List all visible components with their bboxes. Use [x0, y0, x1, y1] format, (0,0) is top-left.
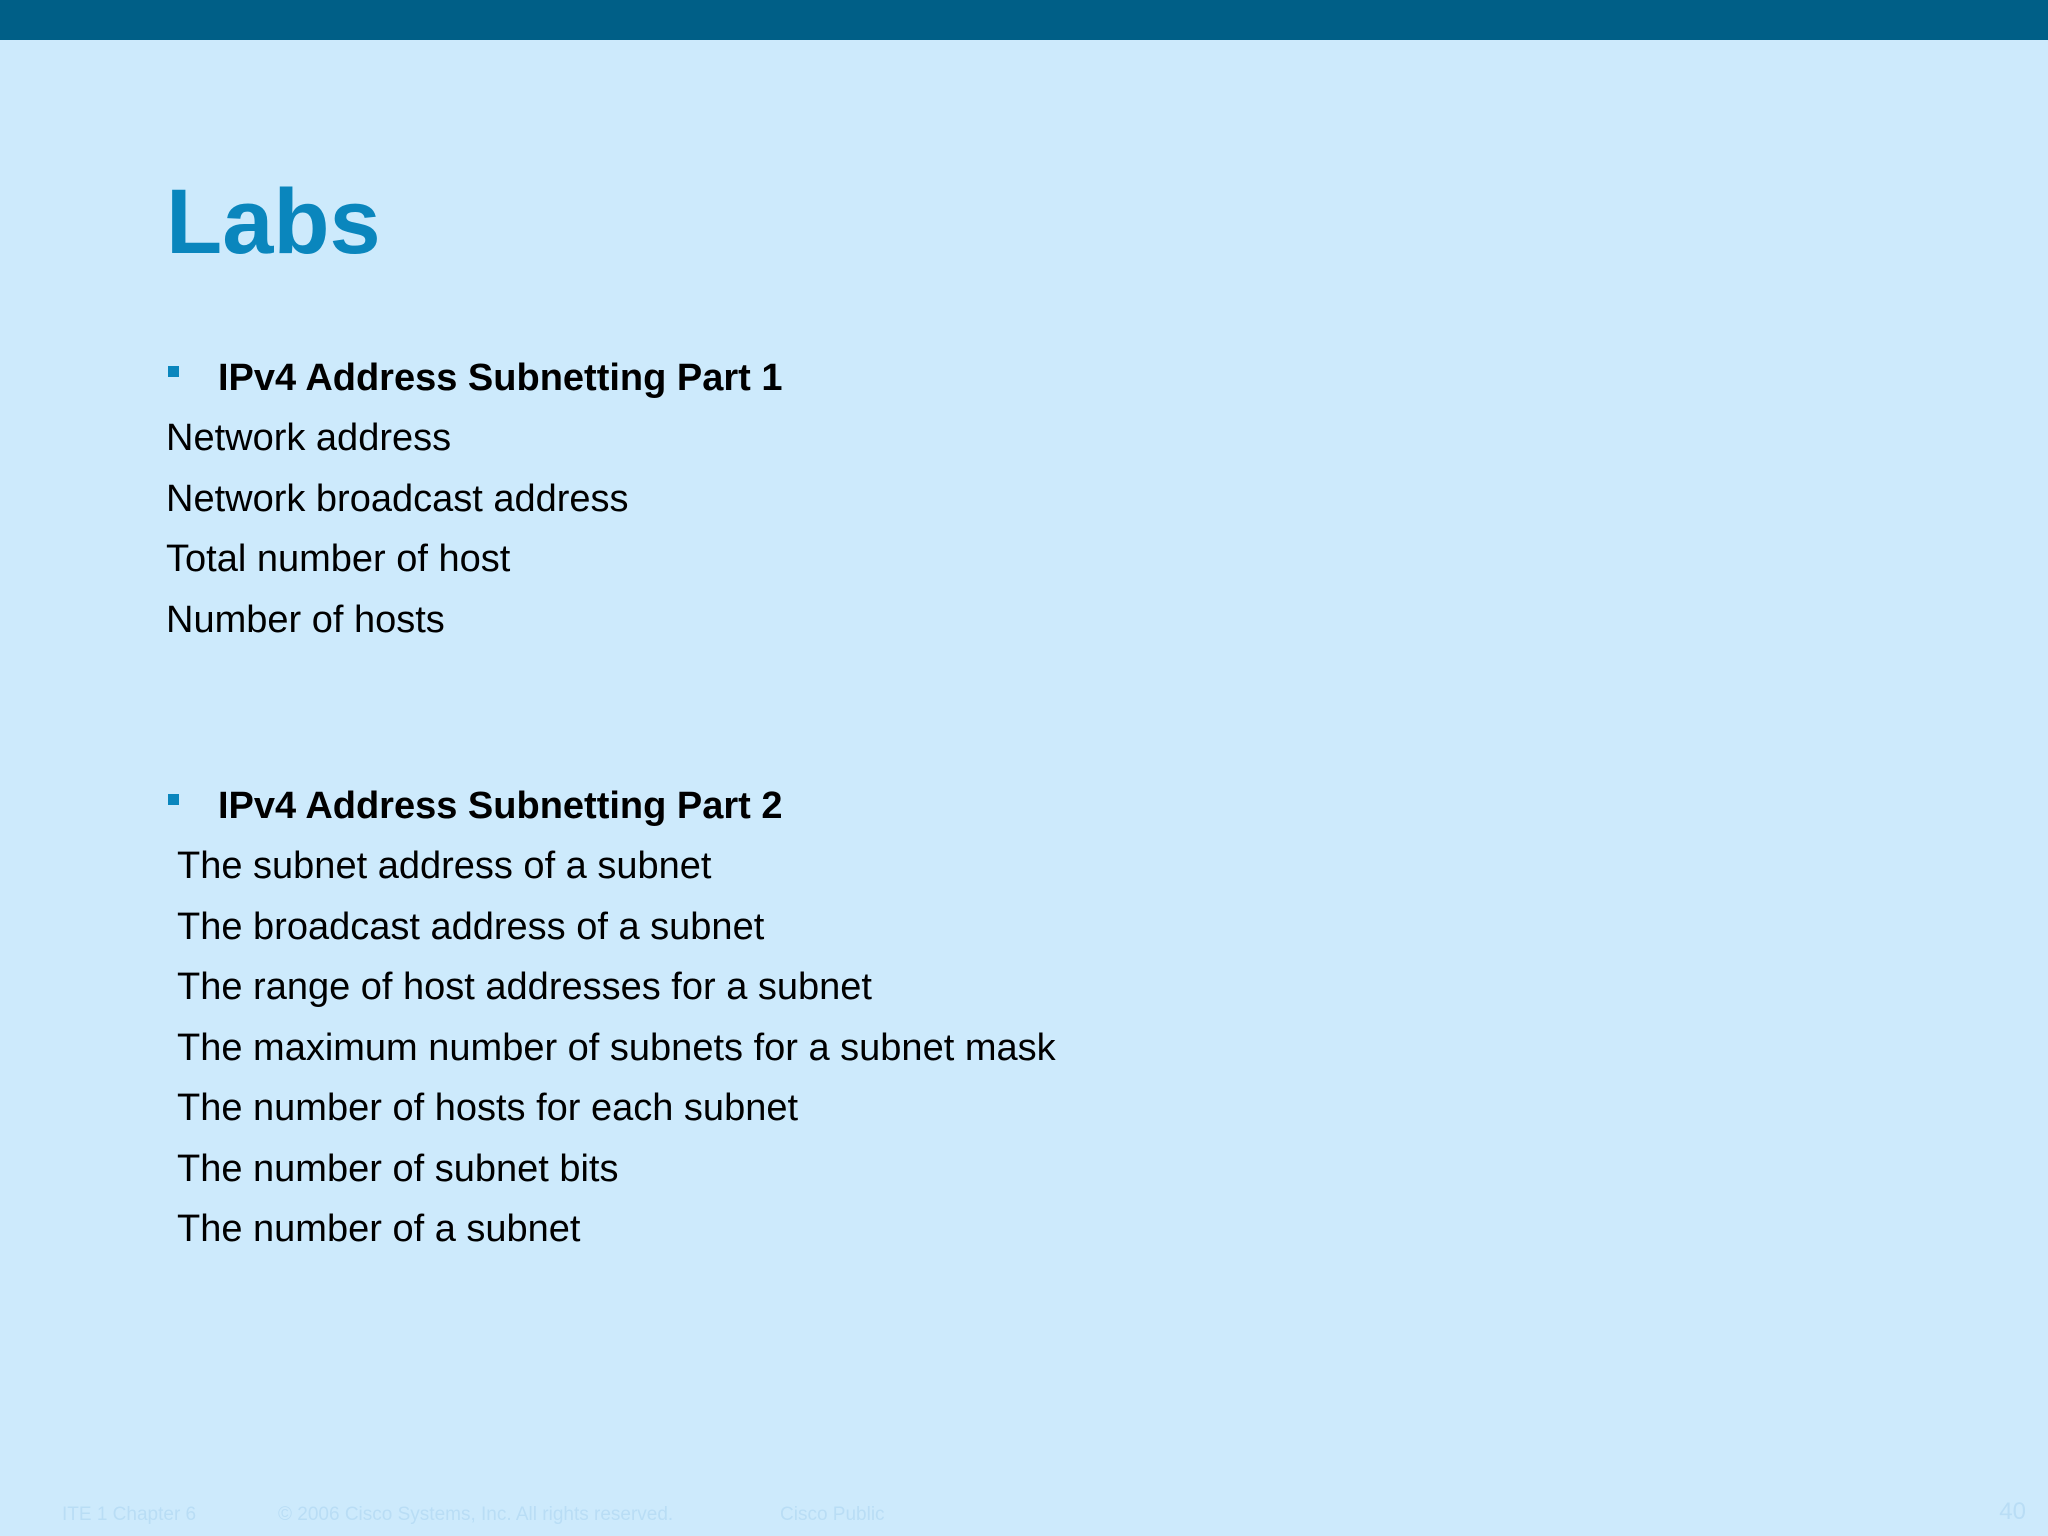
footer-course: ITE 1 Chapter 6 [62, 1504, 197, 1525]
list-item: The maximum number of subnets for a subnet mask [177, 1026, 1056, 1069]
square-bullet-icon [168, 366, 179, 377]
footer-classification: Cisco Public [780, 1504, 885, 1525]
list-item: Number of hosts [166, 598, 445, 641]
list-item: The number of a subnet [177, 1208, 581, 1250]
list-item: The subnet address of a subnet [177, 845, 712, 887]
list-item: The broadcast address of a subnet [177, 905, 765, 948]
list-item: The number of hosts for each subnet [177, 1087, 799, 1129]
bullet-row [166, 352, 783, 408]
section-part-1 [166, 352, 783, 650]
bullet-row [166, 780, 1056, 836]
square-bullet-icon [168, 794, 179, 805]
list-item: The range of host addresses for a subnet [177, 966, 872, 1008]
list-item: Total number of host [166, 538, 511, 580]
section-heading: IPv4 Address Subnetting Part 2 [218, 785, 783, 827]
list-item: Network address [166, 417, 452, 459]
page-number: 40 [1999, 1498, 2026, 1525]
section-heading: IPv4 Address Subnetting Part 1 [218, 357, 783, 399]
section-part-2 [166, 780, 1056, 1260]
list-item: The number of subnet bits [177, 1147, 619, 1190]
slide-title: Labs [166, 171, 381, 273]
list-item: Network broadcast address [166, 477, 629, 520]
top-bar [0, 0, 2048, 40]
footer-copyright: © 2006 Cisco Systems, Inc. All rights reserved. [278, 1504, 674, 1525]
